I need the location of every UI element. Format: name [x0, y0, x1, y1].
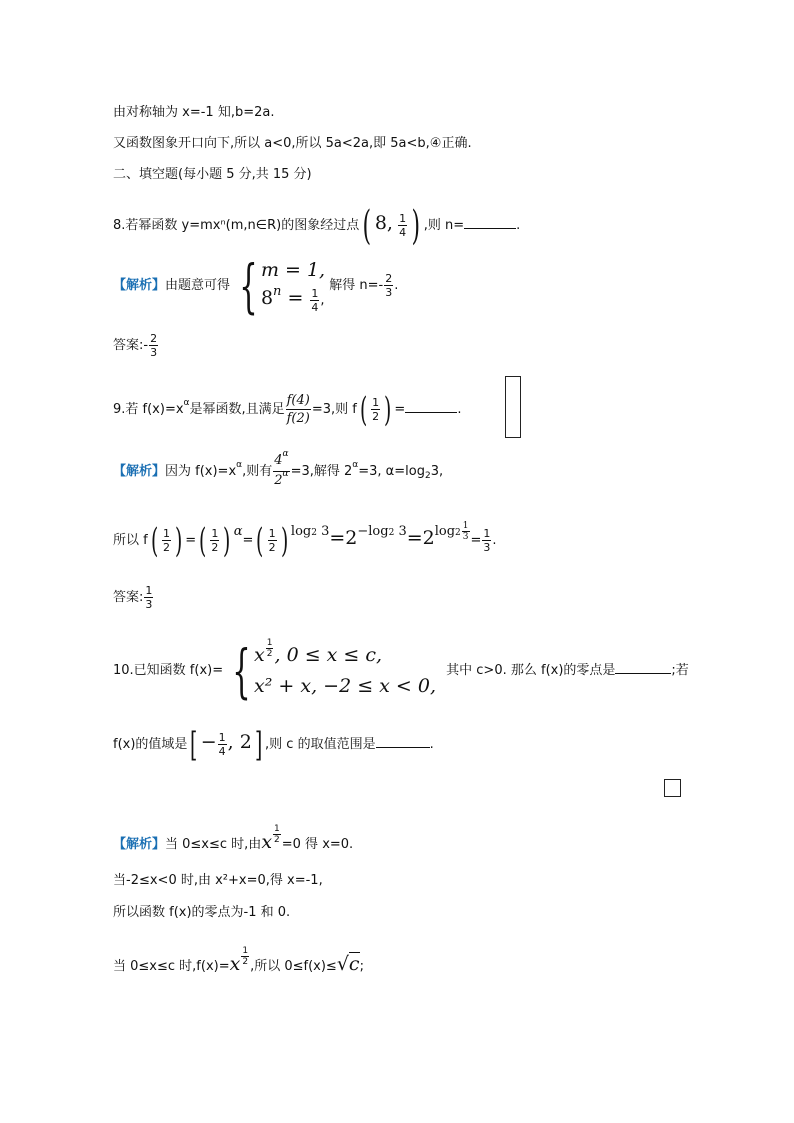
q9-arg-fraction: $\frac{1}{2}$ [372, 396, 380, 423]
q8-point-fraction: $\frac{1}{4}$ [399, 212, 407, 239]
q8-answer-fraction: $\frac{2}{3}$ [150, 332, 158, 359]
q8-right-paren: ) [411, 202, 421, 249]
q10-answer-box [664, 779, 681, 797]
q8-answer-label: 答案:- [113, 338, 149, 353]
q10-solution-1: 【解析】当 0≤x≤c 时,由x $\frac{1}{2}$ =0 得 x=0. [113, 824, 354, 853]
q8-solution: 【解析】由题意可得 { m = 1, 8n = $\frac{1}{4}$ , 解得 n=- $\frac{2}{3}$ . [113, 251, 399, 320]
q8-system-row-1: m = 1, [260, 259, 326, 281]
text-line-opening-down: 又函数图象开口向下,所以 a<0,所以 5a<2a,即 5a<b,④正确. [113, 136, 472, 151]
q9-solution-line-2: 所以 f( $\frac{1}{2}$ ) =( $\frac{1}{2}$ ) α=( $\frac{1}{2}$ ) log2 3=2−log2 3=2log2 $\frac{1}{3}$ = $\frac{1}{3}$ . [113, 520, 497, 561]
question-9: 9.若 $f(x)=x^\alpha$是幂函数,且满足 $\frac{f(4)}{f(2)}$ =3,则 f( $\frac{1}{2}$ ) = . [113, 389, 462, 430]
q8-answer-blank [464, 216, 516, 229]
question-8 [113, 202, 521, 249]
q9-solution: 【解析】因为 $f(x)=x^\alpha$,则有 $\frac{4^\alpha}{2^\alpha}$ =3,解得 $2^\alpha=3$, $\alpha=\log_23$, [113, 450, 443, 495]
q9-answer-box [505, 376, 521, 438]
q8-solution-post: 解得 n=- [329, 278, 384, 293]
q8-system-row-2: 8n = $\frac{1}{4}$ , [260, 284, 325, 314]
q8-solution-fraction: $\frac{2}{3}$ [385, 272, 393, 299]
q10-piecewise-row-1: x $\frac{1}{2}$ , 0 ≤ x ≤ c, [254, 638, 383, 666]
q10-piecewise-row-2: x² + x, −2 ≤ x < 0, [254, 675, 437, 697]
q10-solution-tag: 【解析】 [113, 837, 166, 852]
q8-text-post: ,则 n= [423, 218, 465, 233]
q8-answer [113, 328, 159, 364]
q10-solution-3: 所以函数 f(x)的零点为-1 和 0. [113, 905, 291, 920]
q9-solution-tag: 【解析】 [113, 464, 166, 479]
q9-ratio-fraction: $\frac{f(4)}{f(2)}$ [286, 393, 310, 426]
q8-text-pre: 8.若幂函数 y=mxⁿ(m,n∈R)的图象经过点 [113, 218, 360, 233]
q8-left-paren: ( [362, 202, 372, 249]
q8-equation-system [261, 256, 325, 315]
q8-end: . [516, 218, 521, 233]
q8-solution-tag: 【解析】 [113, 278, 166, 293]
q10-line-2: f(x)的值域是[ − $\frac{1}{4}$ , 2] ,则 c 的取值范围是 . [113, 724, 434, 765]
section-heading-fill-in: 二、填空题(每小题 5 分,共 15 分) [113, 167, 312, 182]
q10-brace: { [232, 636, 251, 705]
q9-answer-label: 答案: [113, 590, 144, 605]
text-line-symmetry-axis: 由对称轴为 x=-1 知,b=2a. [113, 105, 275, 120]
q10-solution-2: 当-2≤x<0 时,由 x²+x=0,得 x=-1, [113, 873, 323, 888]
q10-piecewise [254, 638, 437, 700]
q10-zero-blank [615, 661, 671, 674]
q9-answer-blank [405, 400, 457, 413]
q8-solution-pre: 由题意可得 [165, 278, 231, 293]
q8-brace: { [239, 251, 258, 320]
q10-range-blank [376, 735, 430, 748]
q9-solution-fraction: $\frac{4^\alpha}{2^\alpha}$ [273, 452, 289, 491]
q8-point-x: 8, [374, 212, 393, 234]
question-10: 10.已知函数 f(x)= { x $\frac{1}{2}$ , 0 ≤ x ≤ c, x² + x, −2 ≤ x < 0, 其中 c>0. 那么 f(x)的零点是 ;若 [113, 636, 689, 705]
q10-solution-4: 当 0≤x≤c 时,f(x)=x $\frac{1}{2}$ ,所以 0≤f(x)≤√c; [113, 946, 364, 975]
q9-answer [113, 580, 154, 616]
q9-answer-fraction: $\frac{1}{3}$ [145, 584, 153, 611]
